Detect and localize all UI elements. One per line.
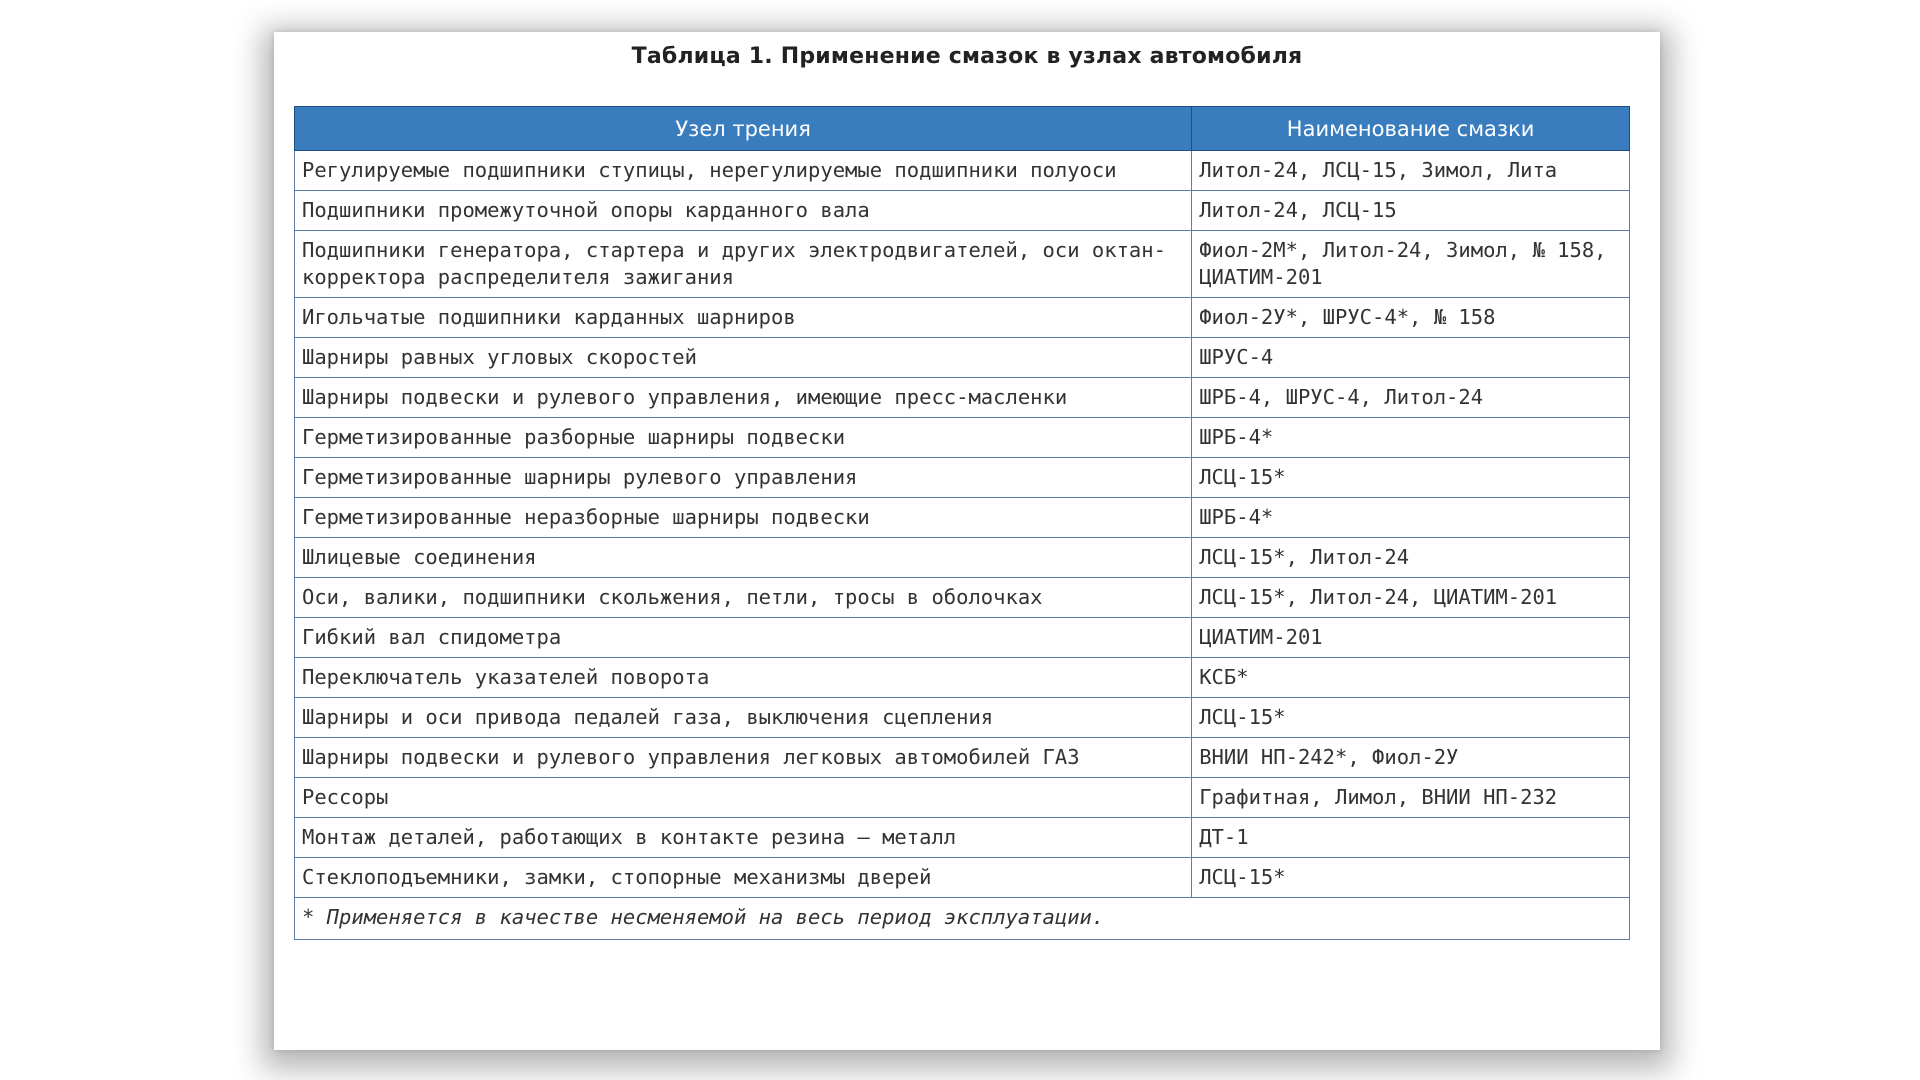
table-row xyxy=(295,298,1630,338)
document-sheet xyxy=(274,32,1660,1050)
friction-unit-cell: Шарниры подвески и рулевого управления, имеющие пресс-масленки xyxy=(295,378,1192,418)
table-header-row xyxy=(295,107,1630,151)
table-row xyxy=(295,538,1630,578)
friction-unit-cell: Оси, валики, подшипники скольжения, петли, тросы в оболочках xyxy=(295,578,1192,618)
friction-unit-cell: Стеклоподъемники, замки, стопорные механизмы дверей xyxy=(295,858,1192,898)
table-row xyxy=(295,498,1630,538)
lubricant-cell: ЛСЦ-15*, Литол-24 xyxy=(1192,538,1630,578)
table-row xyxy=(295,858,1630,898)
table-row xyxy=(295,738,1630,778)
footnote-row xyxy=(295,898,1630,940)
lubricant-cell: Фиол-2М*, Литол-24, Зимол, № 158, ЦИАТИМ-201 xyxy=(1192,231,1630,298)
header-lubricant-name: Наименование смазки xyxy=(1192,107,1630,151)
friction-unit-cell: Игольчатые подшипники карданных шарниров xyxy=(295,298,1192,338)
table-title: Таблица 1. Применение смазок в узлах автомобиля xyxy=(631,44,1303,69)
header-friction-unit: Узел трения xyxy=(295,107,1192,151)
lubricant-cell: ЛСЦ-15* xyxy=(1192,858,1630,898)
table-row xyxy=(295,698,1630,738)
friction-unit-cell: Шарниры равных угловых скоростей xyxy=(295,338,1192,378)
table-row xyxy=(295,338,1630,378)
table-row xyxy=(295,778,1630,818)
lubricant-cell: ЛСЦ-15* xyxy=(1192,458,1630,498)
lubricant-cell: ЛСЦ-15* xyxy=(1192,698,1630,738)
friction-unit-cell: Шарниры и оси привода педалей газа, выключения сцепления xyxy=(295,698,1192,738)
table-row xyxy=(295,458,1630,498)
friction-unit-cell: Гибкий вал спидометра xyxy=(295,618,1192,658)
friction-unit-cell: Герметизированные разборные шарниры подвески xyxy=(295,418,1192,458)
table-row xyxy=(295,378,1630,418)
lubricant-cell: ВНИИ НП-242*, Фиол-2У xyxy=(1192,738,1630,778)
lubricant-cell: ЛСЦ-15*, Литол-24, ЦИАТИМ-201 xyxy=(1192,578,1630,618)
lubricant-cell: ШРБ-4, ШРУС-4, Литол-24 xyxy=(1192,378,1630,418)
friction-unit-cell: Шлицевые соединения xyxy=(295,538,1192,578)
lubricant-cell: Литол-24, ЛСЦ-15, Зимол, Лита xyxy=(1192,151,1630,191)
table-row xyxy=(295,191,1630,231)
table-row xyxy=(295,231,1630,298)
lubricant-cell: ДТ-1 xyxy=(1192,818,1630,858)
table-row xyxy=(295,151,1630,191)
lubricant-cell: Графитная, Лимол, ВНИИ НП-232 xyxy=(1192,778,1630,818)
friction-unit-cell: Подшипники генератора, стартера и других электродвигателей, оси октан-корректора распределителя зажигания xyxy=(295,231,1192,298)
friction-unit-cell: Герметизированные неразборные шарниры подвески xyxy=(295,498,1192,538)
friction-unit-cell: Подшипники промежуточной опоры карданного вала xyxy=(295,191,1192,231)
lubricant-cell: ШРУС-4 xyxy=(1192,338,1630,378)
table-row xyxy=(295,818,1630,858)
table-row xyxy=(295,578,1630,618)
friction-unit-cell: Переключатель указателей поворота xyxy=(295,658,1192,698)
friction-unit-cell: Регулируемые подшипники ступицы, нерегулируемые подшипники полуоси xyxy=(295,151,1192,191)
lubricants-table xyxy=(294,106,1630,940)
lubricant-cell: КСБ* xyxy=(1192,658,1630,698)
table-row xyxy=(295,418,1630,458)
lubricant-cell: Фиол-2У*, ШРУС-4*, № 158 xyxy=(1192,298,1630,338)
lubricant-cell: Литол-24, ЛСЦ-15 xyxy=(1192,191,1630,231)
friction-unit-cell: Герметизированные шарниры рулевого управления xyxy=(295,458,1192,498)
lubricant-cell: ЦИАТИМ-201 xyxy=(1192,618,1630,658)
friction-unit-cell: Рессоры xyxy=(295,778,1192,818)
table-row xyxy=(295,618,1630,658)
footnote: * Применяется в качестве несменяемой на весь период эксплуатации. xyxy=(295,898,1630,940)
friction-unit-cell: Монтаж деталей, работающих в контакте резина – металл xyxy=(295,818,1192,858)
table-row xyxy=(295,658,1630,698)
lubricant-cell: ШРБ-4* xyxy=(1192,418,1630,458)
lubricant-cell: ШРБ-4* xyxy=(1192,498,1630,538)
friction-unit-cell: Шарниры подвески и рулевого управления легковых автомобилей ГАЗ xyxy=(295,738,1192,778)
